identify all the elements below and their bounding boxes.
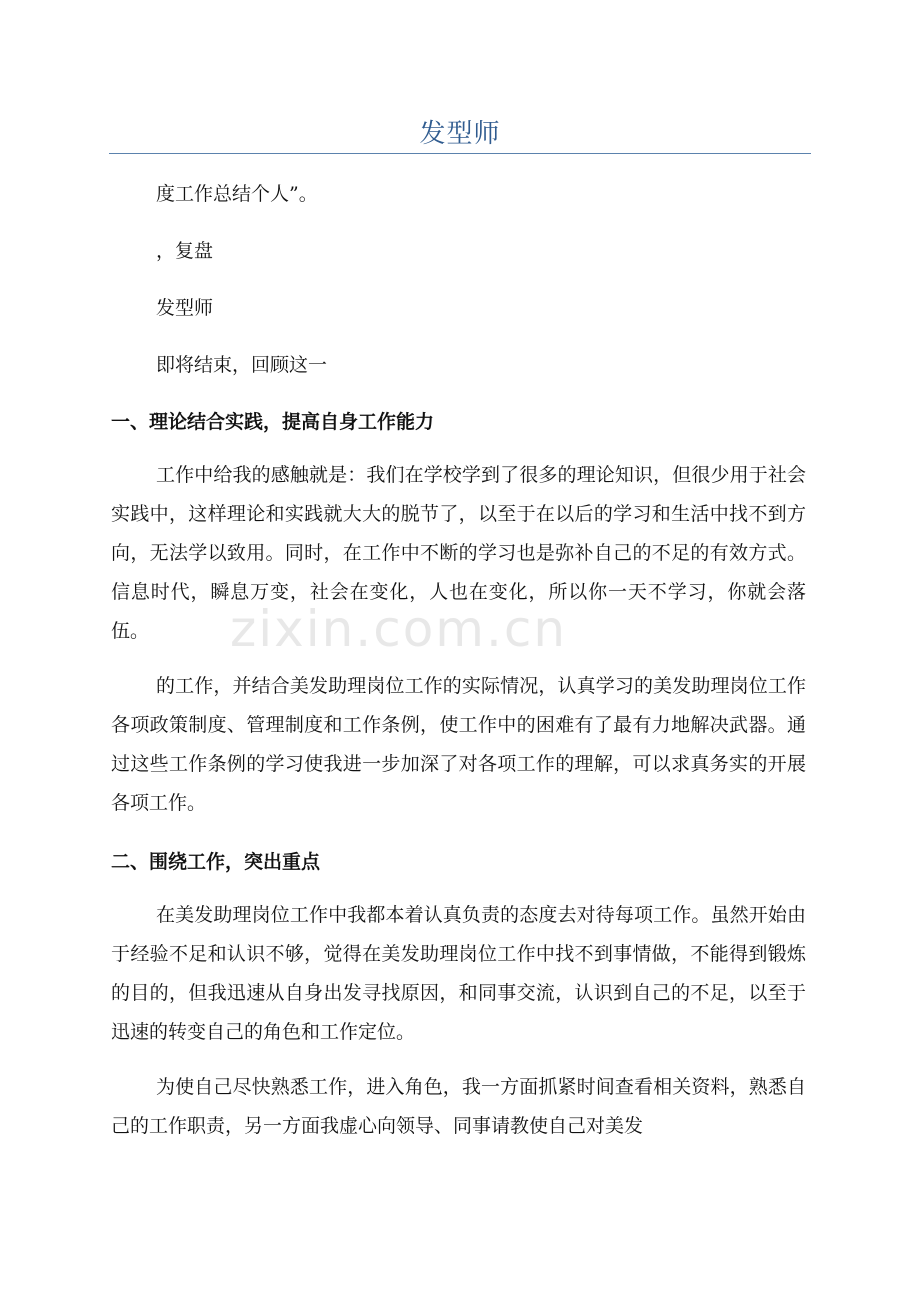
body-paragraph: 的工作，并结合美发助理岗位工作的实际情况，认真学习的美发助理岗位工作各项政策制度、管理制度和工作条例，使工作中的困难有了最有力地解决武器。通过这些工作条例的学习使我进一步加深了对各项工作的理解，可以求真务实的开展各项工作。 xyxy=(111,675,806,814)
intro-line: 度工作总结个人”。 xyxy=(156,183,318,205)
intro-line: 即将结束，回顾这一 xyxy=(156,354,328,376)
body-paragraph: 在美发助理岗位工作中我都本着认真负责的态度去对待每项工作。虽然开始由于经验不足和认识不够，觉得在美发助理岗位工作中找不到事情做，不能得到锻炼的目的，但我迅速从自身出发寻找原因，和同事交流，认识到自己的不足，以至于迅速的转变自己的角色和工作定位。 xyxy=(111,904,806,1043)
section-heading: 一、理论结合实践，提高自身工作能力 xyxy=(111,411,435,433)
intro-line: 发型师 xyxy=(156,297,214,319)
page-title: 发型师 xyxy=(419,119,501,149)
body-paragraph: 工作中给我的感触就是：我们在学校学到了很多的理论知识，但很少用于社会实践中，这样理论和实践就大大的脱节了，以至于在以后的学习和生活中找不到方向，无法学以致用。同时，在工作中不断的学习也是弥补自己的不足的有效方式。信息时代，瞬息万变，社会在变化，人也在变化，所以你一天不学习，你就会落伍。 xyxy=(111,464,806,642)
title-divider xyxy=(109,153,811,154)
intro-line: ，复盘 xyxy=(156,240,214,262)
watermark: zixin.com.cn xyxy=(230,600,568,658)
document-body xyxy=(111,171,806,1162)
body-paragraph: 为使自己尽快熟悉工作，进入角色，我一方面抓紧时间查看相关资料，熟悉自己的工作职责，另一方面我虚心向领导、同事请教使自己对美发 xyxy=(111,1076,806,1137)
section-heading: 二、围绕工作，突出重点 xyxy=(111,851,321,873)
